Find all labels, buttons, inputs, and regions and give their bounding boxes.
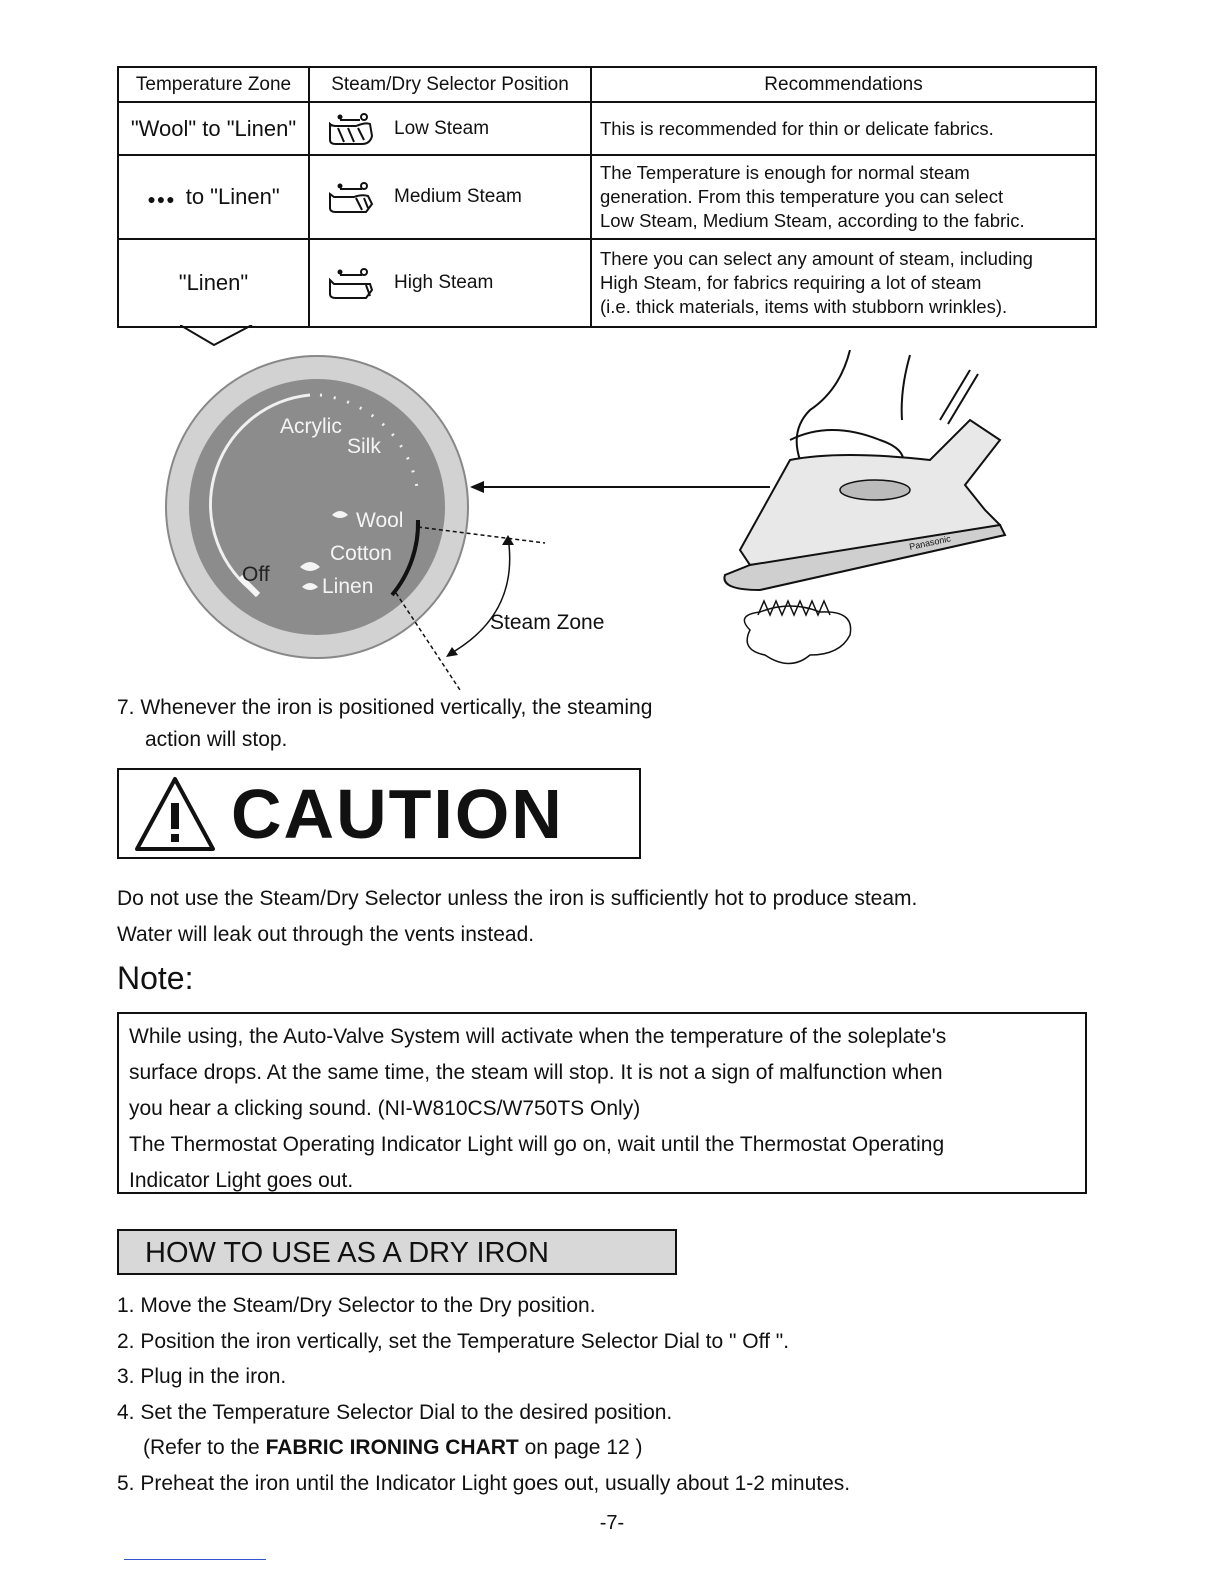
position-label: High Steam — [394, 272, 494, 293]
zone-label: to "Linen" — [185, 184, 280, 209]
steam-iron-illustration — [640, 350, 1020, 690]
fabric-chart-reference: FABRIC IRONING CHART — [265, 1436, 519, 1459]
medium-steam-selector-icon — [326, 180, 376, 214]
power-cord — [940, 370, 978, 424]
list-item: 1. Move the Steam/Dry Selector to the Dry position. — [117, 1294, 596, 1317]
steam-zone-label: Steam Zone — [490, 611, 605, 634]
zone-cell: "Linen" — [118, 239, 309, 327]
note-box: While using, the Auto-Valve System will activate when the temperature of the soleplate's surface drops. At the same time, the steam will stop. It is not a sign of malfunction when you hear a clicking sound. (NI-W810CS/W750TS Only) The Thermostat Operating Indicator Light will go on, wait until the Thermostat Operating Indicator Light goes out. — [117, 1012, 1087, 1194]
recommendation-line: The Temperature is enough for normal steam — [600, 162, 970, 183]
list-item: 3. Plug in the iron. — [117, 1365, 287, 1388]
steam-lines-icon — [758, 601, 830, 615]
position-label: Low Steam — [394, 117, 490, 139]
low-steam-selector-icon — [326, 112, 376, 146]
hand-outline — [797, 350, 850, 460]
list-item: 5. Preheat the iron until the Indicator Light goes out, usually about 1-2 minutes. — [117, 1471, 851, 1495]
step-7: 7. Whenever the iron is positioned vertically, the steaming action will stop. — [117, 696, 653, 751]
dial-label-cotton: Cotton — [330, 542, 392, 565]
caution-box — [117, 768, 641, 859]
high-steam-selector-icon — [326, 266, 376, 300]
dial-label-silk: Silk — [347, 435, 381, 458]
recommendation-cell — [591, 102, 1096, 155]
table-row — [118, 239, 1096, 327]
steam-cloud-icon — [744, 606, 850, 664]
list-item-refer: (Refer to the FABRIC IRONING CHART on page 12 ) — [143, 1436, 643, 1459]
header-temperature-zone: Temperature Zone — [118, 67, 309, 102]
dial-label-acrylic: Acrylic — [280, 415, 342, 438]
steam-settings-table — [117, 66, 1097, 328]
table-row — [118, 155, 1096, 239]
dial-label-wool: Wool — [356, 509, 404, 532]
dry-iron-heading: HOW TO USE AS A DRY IRON — [117, 1229, 677, 1275]
recommendation-cell — [591, 155, 1096, 239]
recommendation-line: generation. From this temperature you can select — [600, 186, 1004, 207]
table-row — [118, 102, 1096, 155]
recommendation-line: This is recommended for thin or delicate fabrics. — [600, 117, 994, 139]
dry-iron-steps — [117, 1288, 850, 1501]
dial-label-linen: Linen — [322, 575, 374, 598]
caution-text: Do not use the Steam/Dry Selector unless the iron is sufficiently hot to produce steam. Water will leak out through the vents instead. — [117, 887, 918, 946]
note-title: Note: — [117, 960, 194, 996]
divider-line — [124, 1559, 266, 1560]
recommendation-line: Low Steam, Medium Steam, according to the fabric. — [600, 210, 1025, 231]
dial-label-off: Off — [242, 563, 270, 586]
header-selector-position: Steam/Dry Selector Position — [309, 67, 591, 102]
recommendation-line: High Steam, for fabrics requiring a lot of steam — [600, 272, 982, 293]
position-cell — [309, 102, 591, 155]
list-item: 2. Position the iron vertically, set the Temperature Selector Dial to " Off ". — [117, 1329, 790, 1353]
page-number: -7- — [599, 1512, 625, 1534]
recommendation-line: There you can select any amount of steam, including — [600, 248, 1033, 269]
position-cell — [309, 155, 591, 239]
position-cell — [309, 239, 591, 327]
caution-title: CAUTION — [231, 774, 564, 853]
zone-cell — [118, 155, 309, 239]
recommendation-line: (i.e. thick materials, items with stubborn wrinkles). — [600, 296, 1008, 317]
position-label: Medium Steam — [394, 186, 522, 207]
list-item: 4. Set the Temperature Selector Dial to the desired position. — [117, 1400, 673, 1424]
zone-cell: "Wool" to "Linen" — [118, 102, 309, 155]
warning-triangle-icon — [133, 775, 217, 853]
header-recommendations: Recommendations — [591, 67, 1096, 102]
table-header-row — [118, 67, 1096, 102]
temperature-dial-diagram — [160, 355, 640, 695]
callout-pointer — [180, 325, 260, 347]
dial-dots-icon: ●●● — [147, 191, 176, 207]
recommendation-cell — [591, 239, 1096, 327]
iron-brand-label: Panasonic — [908, 533, 952, 552]
pointer-arrowhead — [470, 481, 484, 493]
